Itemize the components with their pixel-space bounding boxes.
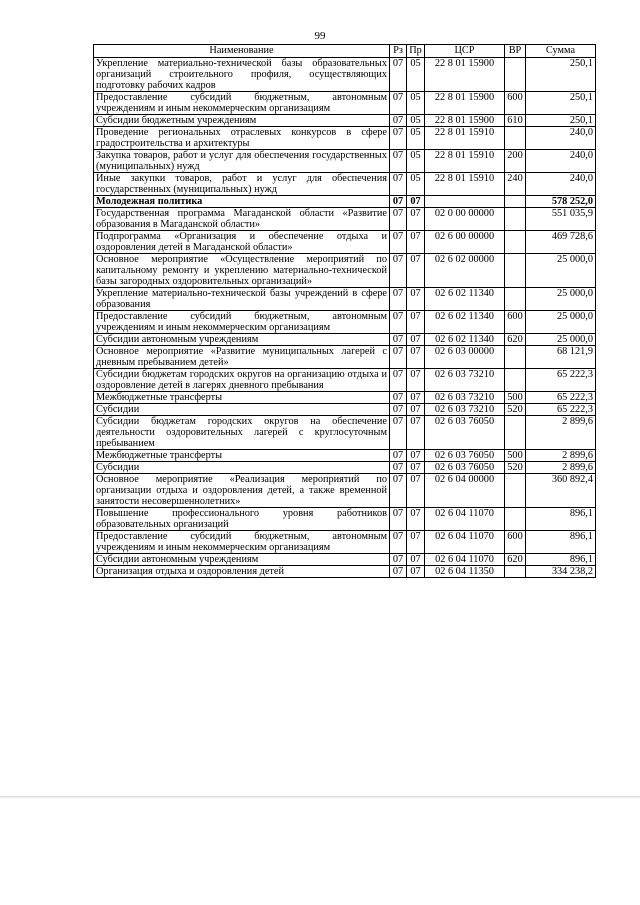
cell-rz: 07 — [390, 115, 407, 127]
table-row — [94, 404, 596, 416]
cell-name: Субсидии автономным учреждениям — [94, 334, 390, 346]
cell-rz: 07 — [390, 92, 407, 115]
cell-name: Основное мероприятие «Реализация мероприятий по организации отдыха и оздоровления детей, а также временной занятости несовершеннолетних» — [94, 474, 390, 508]
cell-vr — [505, 196, 526, 208]
cell-csr: 02 6 03 76050 — [425, 450, 505, 462]
cell-vr — [505, 346, 526, 369]
cell-name: Проведение региональных отраслевых конкурсов в сфере градостроительства и архитектуры — [94, 127, 390, 150]
cell-pr: 07 — [407, 474, 425, 508]
cell-sum: 360 892,4 — [526, 474, 596, 508]
cell-csr: 02 6 03 00000 — [425, 346, 505, 369]
cell-rz: 07 — [390, 474, 407, 508]
cell-sum: 25 000,0 — [526, 334, 596, 346]
cell-vr: 600 — [505, 92, 526, 115]
header-name: Наименование — [94, 45, 390, 58]
cell-vr: 520 — [505, 462, 526, 474]
cell-csr — [425, 196, 505, 208]
cell-sum: 240,0 — [526, 173, 596, 196]
cell-name: Субсидии бюджетам городских округов на организацию отдыха и оздоровление детей в лагерях дневного пребывания — [94, 369, 390, 392]
cell-vr — [505, 58, 526, 92]
cell-csr: 22 8 01 15910 — [425, 150, 505, 173]
cell-sum: 551 035,9 — [526, 208, 596, 231]
cell-name: Иные закупки товаров, работ и услуг для обеспечения государственных (муниципальных) нужд — [94, 173, 390, 196]
cell-rz: 07 — [390, 127, 407, 150]
table-row — [94, 92, 596, 115]
table-row — [94, 196, 596, 208]
table-row — [94, 346, 596, 369]
cell-vr — [505, 127, 526, 150]
cell-pr: 07 — [407, 208, 425, 231]
cell-rz: 07 — [390, 416, 407, 450]
cell-sum: 25 000,0 — [526, 288, 596, 311]
cell-vr — [505, 369, 526, 392]
cell-rz: 07 — [390, 369, 407, 392]
cell-vr: 620 — [505, 554, 526, 566]
cell-pr: 05 — [407, 58, 425, 92]
header-csr: ЦСР — [425, 45, 505, 58]
cell-pr: 07 — [407, 231, 425, 254]
cell-rz: 07 — [390, 254, 407, 288]
header-rz: Рз — [390, 45, 407, 58]
cell-pr: 07 — [407, 196, 425, 208]
page-number: 99 — [314, 30, 326, 42]
cell-vr: 520 — [505, 404, 526, 416]
table-row — [94, 462, 596, 474]
page-fold-line — [0, 796, 640, 798]
cell-sum: 896,1 — [526, 508, 596, 531]
table-row — [94, 254, 596, 288]
table-row — [94, 334, 596, 346]
cell-pr: 07 — [407, 369, 425, 392]
cell-csr: 22 8 01 15910 — [425, 127, 505, 150]
cell-sum: 65 222,3 — [526, 369, 596, 392]
cell-csr: 22 8 01 15910 — [425, 173, 505, 196]
cell-rz: 07 — [390, 58, 407, 92]
table-row — [94, 450, 596, 462]
table-body — [94, 58, 596, 578]
cell-name: Предоставление субсидий бюджетным, автономным учреждениям и иным некоммерческим организациям — [94, 311, 390, 334]
header-vr: ВР — [505, 45, 526, 58]
cell-rz: 07 — [390, 404, 407, 416]
cell-name: Субсидии — [94, 404, 390, 416]
cell-name: Субсидии — [94, 462, 390, 474]
cell-vr: 200 — [505, 150, 526, 173]
cell-csr: 02 6 04 00000 — [425, 474, 505, 508]
cell-pr: 07 — [407, 311, 425, 334]
cell-rz: 07 — [390, 208, 407, 231]
cell-vr — [505, 208, 526, 231]
table-row — [94, 58, 596, 92]
cell-sum: 2 899,6 — [526, 462, 596, 474]
cell-rz: 07 — [390, 450, 407, 462]
table-row — [94, 173, 596, 196]
cell-sum: 334 238,2 — [526, 566, 596, 578]
cell-vr — [505, 474, 526, 508]
table-header-row — [94, 45, 596, 58]
cell-sum: 250,1 — [526, 58, 596, 92]
cell-name: Субсидии бюджетам городских округов на обеспечение деятельности оздоровительных лагерей с круглосуточным пребыванием — [94, 416, 390, 450]
cell-pr: 05 — [407, 173, 425, 196]
table-row — [94, 115, 596, 127]
table-row — [94, 416, 596, 450]
table-row — [94, 127, 596, 150]
cell-pr: 07 — [407, 462, 425, 474]
cell-pr: 05 — [407, 127, 425, 150]
cell-pr: 05 — [407, 150, 425, 173]
cell-pr: 07 — [407, 531, 425, 554]
cell-rz: 07 — [390, 508, 407, 531]
cell-sum: 2 899,6 — [526, 416, 596, 450]
cell-sum: 578 252,0 — [526, 196, 596, 208]
cell-pr: 07 — [407, 288, 425, 311]
cell-pr: 07 — [407, 254, 425, 288]
cell-csr: 02 6 04 11070 — [425, 508, 505, 531]
cell-sum: 65 222,3 — [526, 392, 596, 404]
cell-name: Субсидии автономным учреждениям — [94, 554, 390, 566]
cell-csr: 02 6 02 11340 — [425, 334, 505, 346]
cell-vr — [505, 254, 526, 288]
table-row — [94, 288, 596, 311]
cell-rz: 07 — [390, 150, 407, 173]
table-row — [94, 566, 596, 578]
cell-vr — [505, 231, 526, 254]
cell-pr: 07 — [407, 346, 425, 369]
cell-sum: 250,1 — [526, 115, 596, 127]
cell-csr: 02 6 03 76050 — [425, 416, 505, 450]
cell-vr: 500 — [505, 392, 526, 404]
cell-vr: 600 — [505, 311, 526, 334]
cell-rz: 07 — [390, 392, 407, 404]
table-row — [94, 531, 596, 554]
cell-pr: 07 — [407, 508, 425, 531]
cell-pr: 07 — [407, 450, 425, 462]
cell-name: Межбюджетные трансферты — [94, 450, 390, 462]
header-sum: Сумма — [526, 45, 596, 58]
cell-name: Предоставление субсидий бюджетным, автономным учреждениям и иным некоммерческим организациям — [94, 92, 390, 115]
table-row — [94, 369, 596, 392]
cell-pr: 05 — [407, 92, 425, 115]
header-pr: Пр — [407, 45, 425, 58]
table-row — [94, 474, 596, 508]
cell-name: Основное мероприятие «Осуществление мероприятий по капитальному ремонту и укреплению материально-технической базы загородных оздоровительных организаций» — [94, 254, 390, 288]
cell-sum: 68 121,9 — [526, 346, 596, 369]
cell-sum: 65 222,3 — [526, 404, 596, 416]
cell-csr: 02 6 03 73210 — [425, 392, 505, 404]
cell-vr — [505, 288, 526, 311]
cell-vr: 600 — [505, 531, 526, 554]
cell-pr: 07 — [407, 392, 425, 404]
cell-csr: 02 6 00 00000 — [425, 231, 505, 254]
cell-vr: 500 — [505, 450, 526, 462]
cell-vr — [505, 416, 526, 450]
cell-rz: 07 — [390, 554, 407, 566]
cell-sum: 469 728,6 — [526, 231, 596, 254]
cell-name: Подпрограмма «Организация и обеспечение отдыха и оздоровления детей в Магаданской области» — [94, 231, 390, 254]
cell-vr — [505, 566, 526, 578]
cell-pr: 07 — [407, 554, 425, 566]
cell-sum: 896,1 — [526, 554, 596, 566]
cell-csr: 22 8 01 15900 — [425, 92, 505, 115]
cell-sum: 2 899,6 — [526, 450, 596, 462]
cell-csr: 02 6 03 76050 — [425, 462, 505, 474]
cell-csr: 22 8 01 15900 — [425, 58, 505, 92]
cell-sum: 240,0 — [526, 127, 596, 150]
cell-name: Укрепление материально-технической базы образовательных организаций строительного профиля, осуществляющих подготовку рабочих кадров — [94, 58, 390, 92]
cell-pr: 07 — [407, 416, 425, 450]
cell-pr: 05 — [407, 115, 425, 127]
cell-csr: 02 6 04 11350 — [425, 566, 505, 578]
cell-name: Субсидии бюджетным учреждениям — [94, 115, 390, 127]
cell-rz: 07 — [390, 334, 407, 346]
table-row — [94, 150, 596, 173]
cell-name: Закупка товаров, работ и услуг для обеспечения государственных (муниципальных) нужд — [94, 150, 390, 173]
cell-rz: 07 — [390, 566, 407, 578]
table-row — [94, 392, 596, 404]
cell-csr: 02 6 04 11070 — [425, 531, 505, 554]
cell-csr: 02 0 00 00000 — [425, 208, 505, 231]
cell-sum: 25 000,0 — [526, 254, 596, 288]
cell-rz: 07 — [390, 196, 407, 208]
cell-vr — [505, 508, 526, 531]
cell-sum: 250,1 — [526, 92, 596, 115]
cell-csr: 02 6 04 11070 — [425, 554, 505, 566]
cell-name: Повышение профессионального уровня работников образовательных организаций — [94, 508, 390, 531]
cell-vr: 620 — [505, 334, 526, 346]
cell-sum: 240,0 — [526, 150, 596, 173]
table-row — [94, 208, 596, 231]
budget-table — [93, 44, 596, 578]
cell-rz: 07 — [390, 288, 407, 311]
cell-name: Организация отдыха и оздоровления детей — [94, 566, 390, 578]
cell-csr: 02 6 02 00000 — [425, 254, 505, 288]
cell-sum: 25 000,0 — [526, 311, 596, 334]
cell-csr: 02 6 03 73210 — [425, 404, 505, 416]
cell-csr: 02 6 02 11340 — [425, 311, 505, 334]
cell-rz: 07 — [390, 462, 407, 474]
table-row — [94, 508, 596, 531]
cell-csr: 02 6 03 73210 — [425, 369, 505, 392]
cell-rz: 07 — [390, 346, 407, 369]
cell-rz: 07 — [390, 231, 407, 254]
cell-rz: 07 — [390, 311, 407, 334]
table-row — [94, 554, 596, 566]
cell-pr: 07 — [407, 404, 425, 416]
table-row — [94, 231, 596, 254]
cell-pr: 07 — [407, 334, 425, 346]
cell-vr: 240 — [505, 173, 526, 196]
cell-csr: 02 6 02 11340 — [425, 288, 505, 311]
cell-name: Основное мероприятие «Развитие муниципальных лагерей с дневным пребыванием детей» — [94, 346, 390, 369]
cell-rz: 07 — [390, 531, 407, 554]
cell-name: Межбюджетные трансферты — [94, 392, 390, 404]
cell-rz: 07 — [390, 173, 407, 196]
cell-name: Предоставление субсидий бюджетным, автономным учреждениям и иным некоммерческим организациям — [94, 531, 390, 554]
table-row — [94, 311, 596, 334]
cell-csr: 22 8 01 15900 — [425, 115, 505, 127]
cell-pr: 07 — [407, 566, 425, 578]
cell-name: Государственная программа Магаданской области «Развитие образования в Магаданской области» — [94, 208, 390, 231]
cell-name: Молодежная политика — [94, 196, 390, 208]
cell-vr: 610 — [505, 115, 526, 127]
cell-sum: 896,1 — [526, 531, 596, 554]
cell-name: Укрепление материально-технической базы учреждений в сфере образования — [94, 288, 390, 311]
